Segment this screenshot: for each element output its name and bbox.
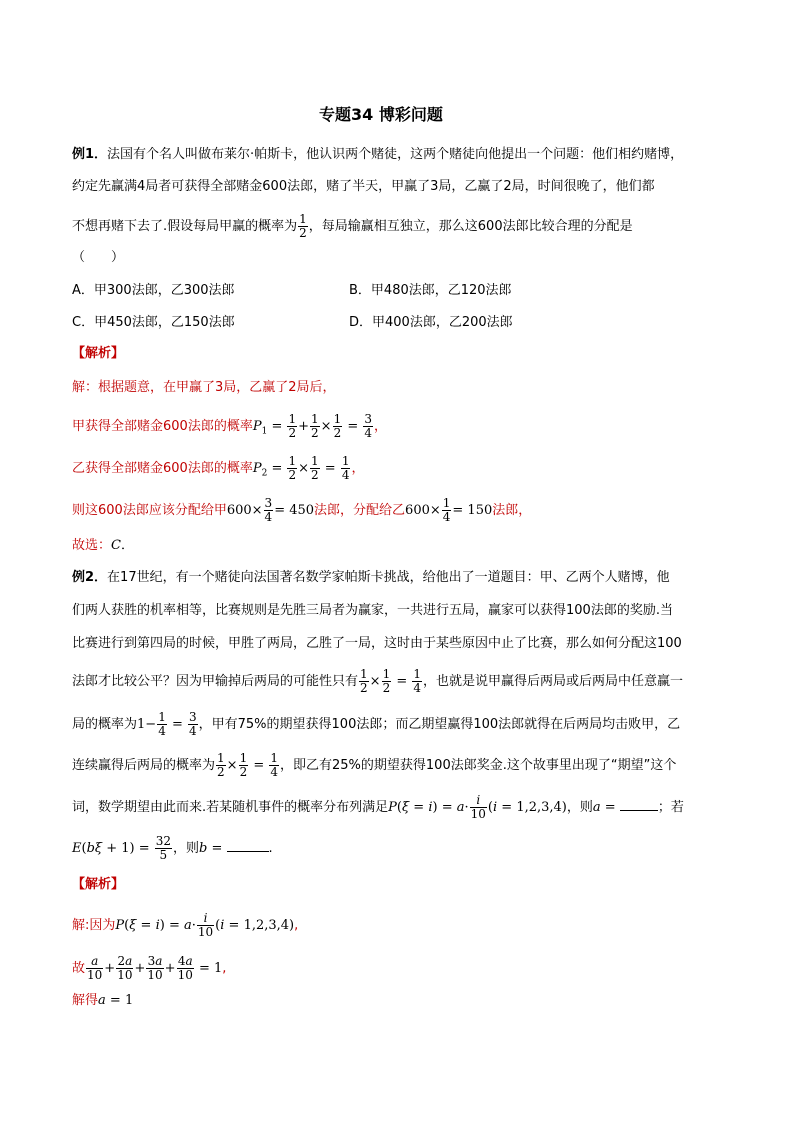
ex2-solution-1 [72,912,298,939]
option-a[interactable]: A．甲300法郎，乙300法郎 [72,283,235,298]
answer-blank-a[interactable] [620,798,658,811]
ex2-solution-3-text: 解得 [72,993,99,1008]
ex2-line-4 [72,668,683,695]
formula-win-two: $\frac{1}{2}$ × $\frac{1}{2}$ = $\frac{1}{4}$ [217,751,279,779]
ex2-solution-3 [72,991,133,1011]
ex2-line-7: 词，数学期望由此而来.若某随机事件的概率分布列满足P(ξ = i) = a· $\frac{i}{10}$ (i = 1,2,3,4)，则a = ；若 [72,793,684,821]
ex1-solution-4a: 则这600法郎应该分配给甲 [72,503,227,518]
formula-p2: $P_2$ = $\frac{1}{2}$ × $\frac{1}{2}$ = $\frac{1}{4}$ [252,454,350,482]
ex2-line-8: E(bξ + 1) = $\frac{32}{5}$ ，则b = . [72,834,273,862]
formula-distribution: P(ξ = i) = a· $\frac{i}{10}$ (i = 1,2,3,4) [388,793,567,821]
fraction-one-half: $\frac{1}{2}$ [299,212,307,240]
ex1-answer-letter: C [111,538,121,553]
ex2-text-4a: 法郎才比较公平？因为甲输掉后两局的可能性只有 [72,674,359,689]
ex1-solution-4c: 法郎， [492,503,532,518]
page-title: 专题34 博彩问题 [319,105,443,124]
ex2-solution-2a: 故 [72,961,86,976]
ex1-solution-4b: 法郎，分配给乙 [314,503,406,518]
formula-p1: $P_1$ = $\frac{1}{2}$ + $\frac{1}{2}$ × $\frac{1}{2}$ = $\frac{3}{4}$ [252,412,373,440]
ex2-text-5b: ，甲有75%的期望获得100法郎；而乙期望赢得100法郎就得在后两局均击败甲，乙 [198,717,681,732]
ex2-solution-2b: , [222,961,227,976]
ex1-text-3a: 不想再赌下去了.假设每局甲赢的概率为 [72,219,298,234]
formula-sum: $\frac{a}{10}$ + $\frac{2a}{10}$ + $\frac{3a}{10}$ + $\frac{4a}{10}$ = 1 [87,954,223,982]
ex2-line-3: 比赛进行到第四局的时候，甲胜了两局，乙胜了一局，这时由于某些原因中止了比赛，那么如何分配这100 [72,636,682,651]
ex1-label: 例1． [72,147,108,162]
ex1-line-1 [72,145,683,165]
ex2-line-2: 们两人获胜的机率相等，比赛规则是先胜三局者为赢家，一共进行五局，赢家可以获得100法郎的奖励.当 [72,603,673,618]
ex1-solution-2: 甲获得全部赌金600法郎的概率$P_1$ = $\frac{1}{2}$ + $\frac{1}{2}$ × $\frac{1}{2}$ = $\frac{3}{4}$ ， [72,412,388,440]
formula-expectation: E(bξ + 1) = $\frac{32}{5}$ [72,834,172,862]
ex2-text-6a: 连续赢得后两局的概率为 [72,758,216,773]
option-c[interactable]: C．甲450法郎，乙150法郎 [72,315,235,330]
ex1-solution-4 [72,497,531,524]
var-b: b [199,841,208,856]
formula-jia-share: 600× $\frac{3}{4}$ = 450 [226,496,315,524]
ex2-analysis-label: 【解析】 [72,877,125,892]
ex2-text-7a: 词，数学期望由此而来.若某随机事件的概率分布列满足 [72,800,389,815]
ex1-answer-end: ． [120,538,134,553]
formula-yi-share: 600× $\frac{1}{4}$ = 150 [405,496,493,524]
ex2-solution-1b: , [294,918,299,933]
ex1-line-3 [72,213,633,240]
ex1-paren: （ ） [72,250,125,265]
ex1-text-3b: ，每局输赢相互独立，那么这600法郎比较合理的分配是 [308,219,633,234]
ex2-text-8b: . [268,841,273,856]
ex1-answer-label: 故选： [72,538,112,553]
ex2-label: 例2． [72,570,108,585]
formula-lose-two: $\frac{1}{2}$ × $\frac{1}{2}$ = $\frac{1}{4}$ [360,667,422,695]
ex1-solution-3-text: 乙获得全部赌金600法郎的概率 [72,461,253,476]
ex1-analysis-label: 【解析】 [72,346,125,361]
option-b[interactable]: B．甲480法郎，乙120法郎 [349,283,512,298]
ex2-text-8a: ，则 [173,841,200,856]
ex2-text-7c: ；若 [657,800,684,815]
formula-one-minus: 1− $\frac{1}{4}$ = $\frac{3}{4}$ [137,710,197,738]
ex2-text-4b: ，也就是说甲赢得后两局或后两局中任意赢一 [423,674,684,689]
answer-blank-b[interactable] [227,839,269,852]
ex2-line-6 [72,752,676,779]
ex1-text-1: 法国有个名人叫做布莱尔·帕斯卡，他认识两个赌徒，这两个赌徒向他提出一个问题：他们相约赌博， [107,147,684,162]
ex2-text-1: 在17世纪，有一个赌徒向法国著名数学家帕斯卡挑战，给他出了一道题目：甲、乙两个人赌博，他 [107,570,670,585]
ex1-solution-1: 解：根据题意，在甲赢了3局，乙赢了2局后， [72,380,336,395]
ex1-line-2: 约定先赢满4局者可获得全部赌金600法郎，赌了半天，甲赢了3局，乙赢了2局，时间很晚了，他们都 [72,179,655,194]
ex1-answer [72,536,134,556]
ex2-text-5a: 局的概率为 [72,717,138,732]
ex1-solution-2-text: 甲获得全部赌金600法郎的概率 [72,419,253,434]
ex1-solution-3: 乙获得全部赌金600法郎的概率$P_2$ = $\frac{1}{2}$ × $\frac{1}{2}$ = $\frac{1}{4}$ ， [72,454,365,482]
ex2-text-6b: ，即乙有25%的期望获得100法郎奖金.这个故事里出现了“期望”这个 [280,758,677,773]
ex2-line-5 [72,711,680,738]
ex2-solution-2 [72,955,226,982]
option-d[interactable]: D．甲400法郎，乙200法郎 [349,315,513,330]
ex2-line-1 [72,568,670,588]
formula-distribution-2: P(ξ = i) = a· $\frac{i}{10}$ (i = 1,2,3,4) [115,911,295,939]
ex2-solution-1a: 解:因为 [72,918,116,933]
var-a: a [592,800,601,815]
formula-a-equals-1: a = 1 [98,993,134,1008]
ex2-text-7b: ，则 [566,800,593,815]
